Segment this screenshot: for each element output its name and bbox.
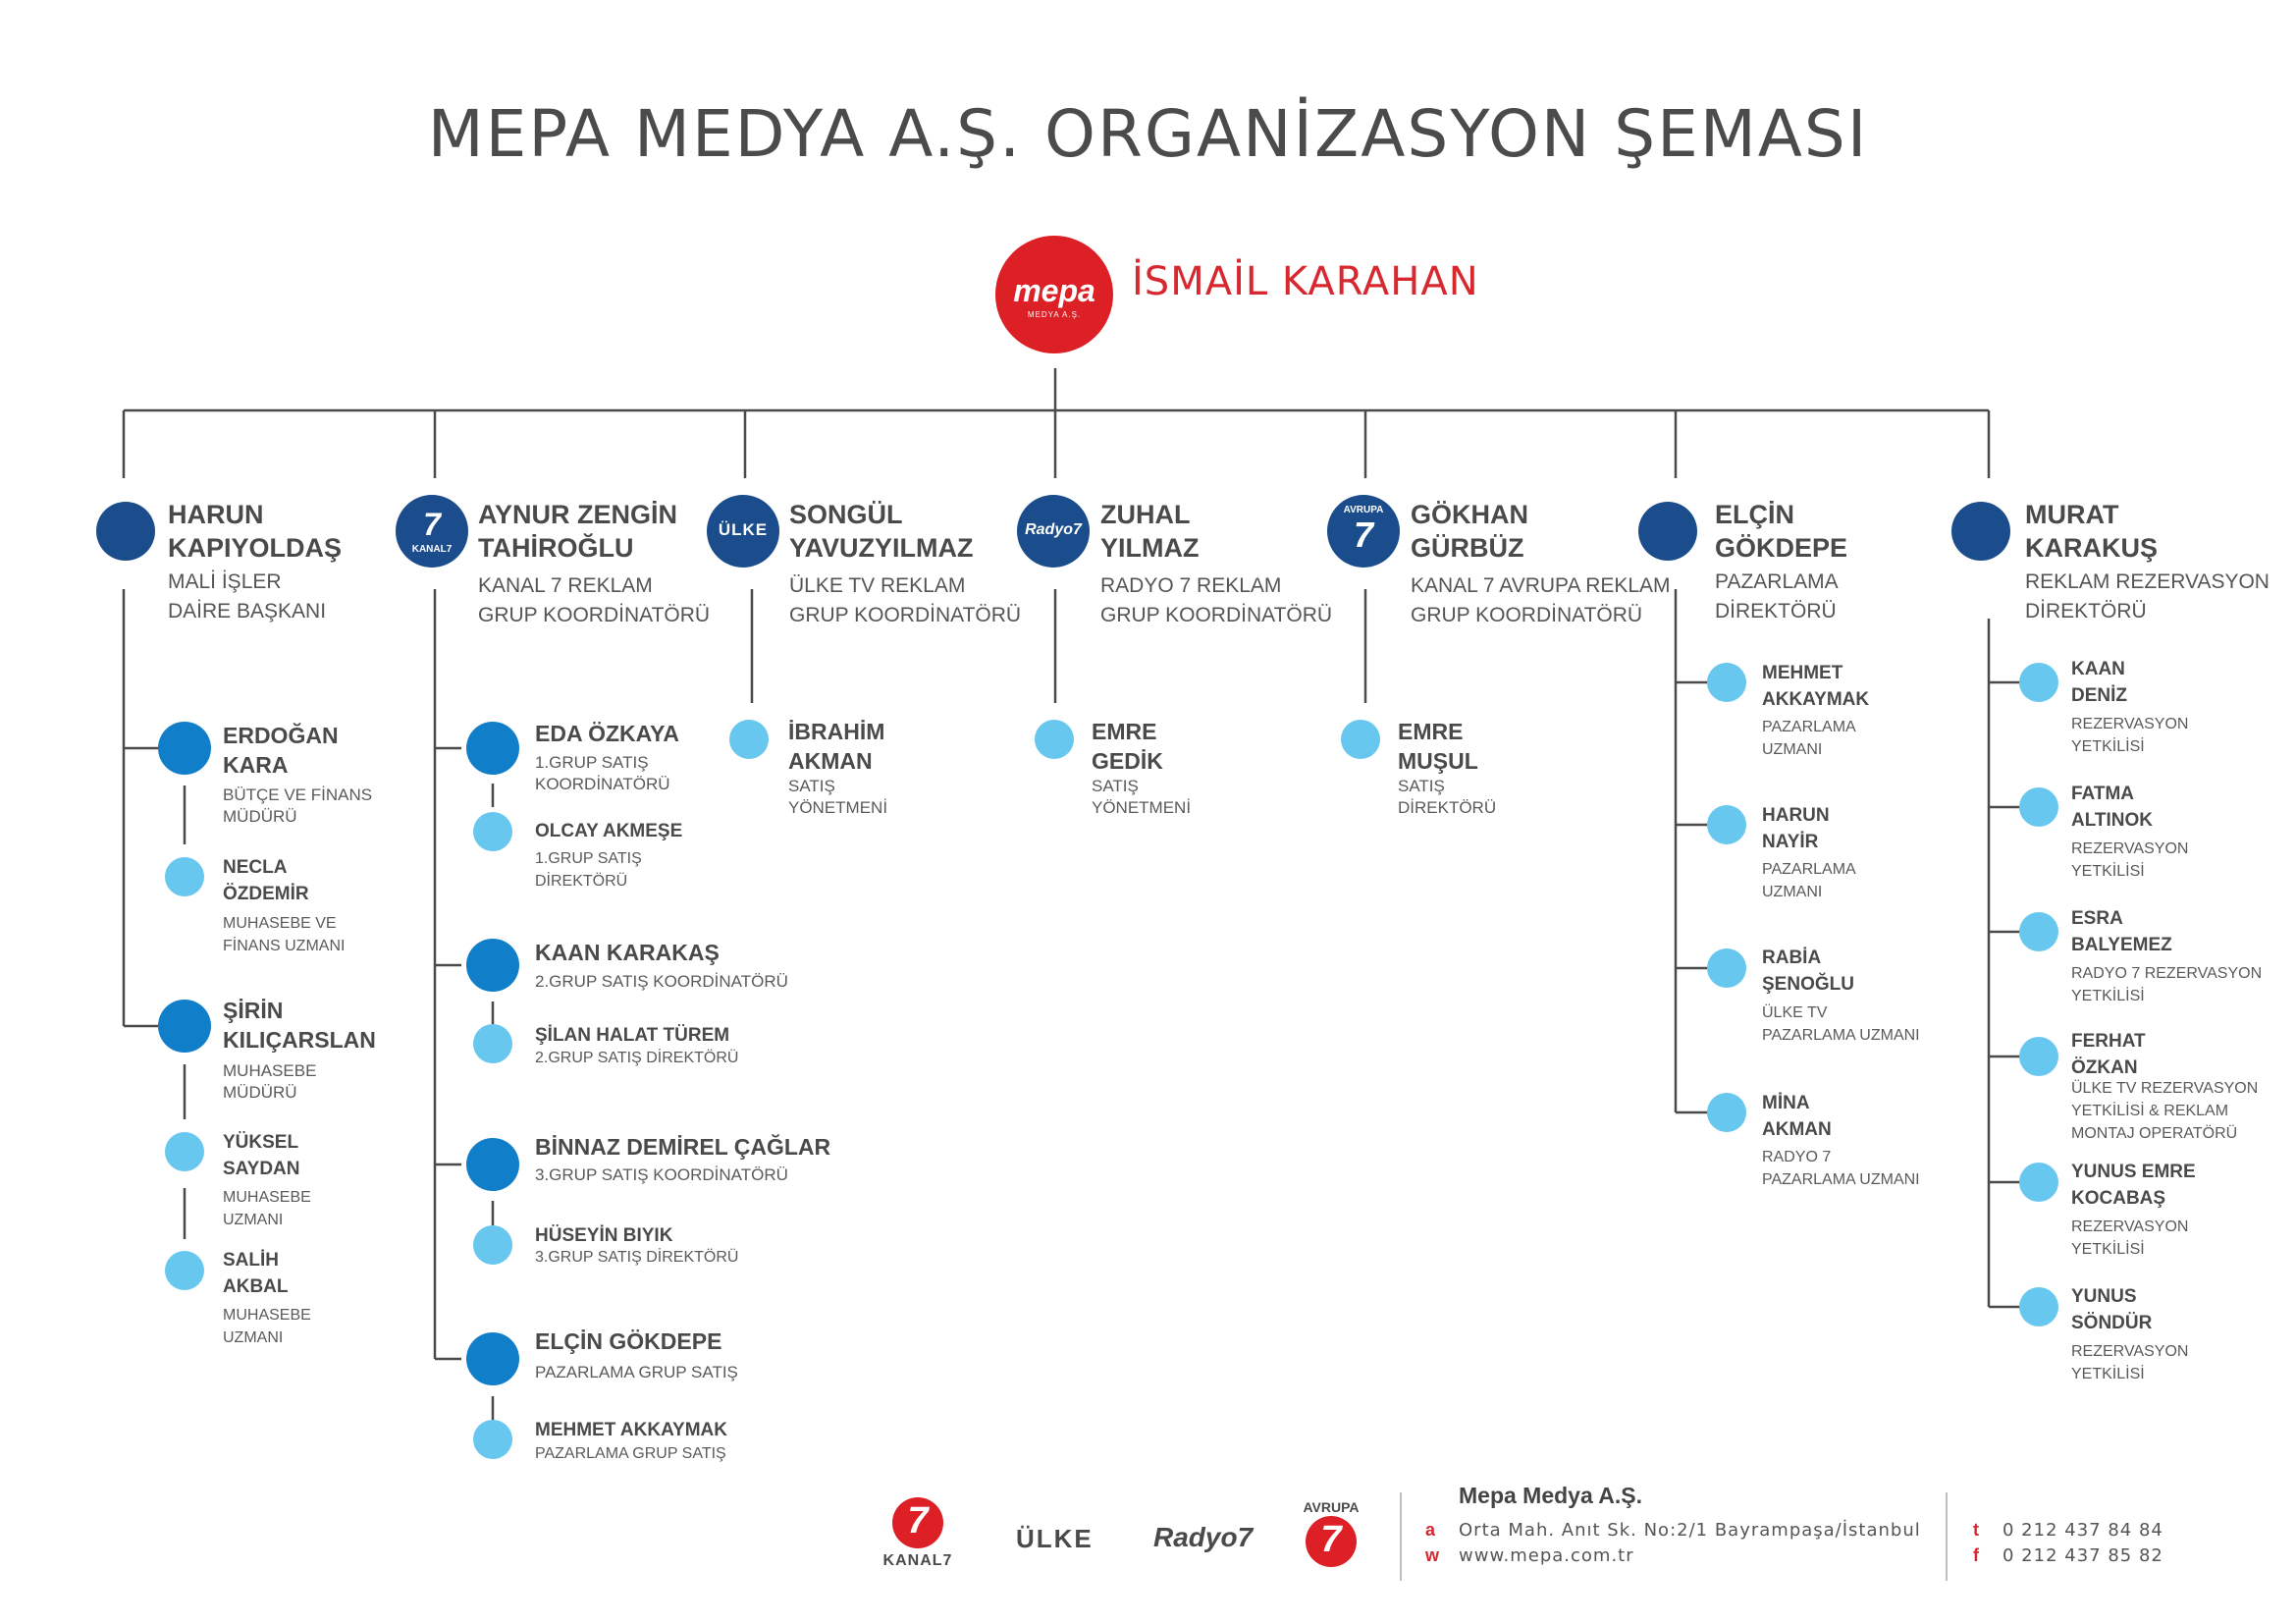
person-role: MUHASEBE MÜDÜRÜ — [223, 1061, 317, 1102]
person-circle — [473, 812, 512, 851]
avrupa-badge-label: AVRUPA — [1343, 505, 1384, 515]
person-role: REZERVASYON YETKİLİSİ — [2071, 840, 2189, 880]
person-circle — [1707, 1093, 1746, 1132]
person-circle — [1707, 948, 1746, 988]
person-role: 1.GRUP SATIŞ KOORDİNATÖRÜ — [535, 753, 670, 793]
person-role: RADYO 7 REZERVASYON YETKİLİSİ — [2071, 965, 2263, 1004]
person-name: EMRE GEDİK — [1092, 719, 1163, 774]
person-name: MEHMET AKKAYMAK — [535, 1420, 727, 1440]
person-name: EMRE MUŞUL — [1398, 719, 1478, 774]
person-circle — [473, 1225, 512, 1265]
mepa-logo-text: mepa — [1013, 273, 1095, 308]
person-circle — [473, 1024, 512, 1063]
person-circle — [1707, 805, 1746, 844]
person-circle — [158, 1000, 211, 1053]
person-circle — [1341, 720, 1380, 759]
ulke-badge-icon — [707, 495, 779, 568]
department-head-circle — [1951, 502, 2010, 561]
person-role: 2.GRUP SATIŞ DİREKTÖRÜ — [535, 1050, 739, 1066]
kanal7-badge-icon — [396, 495, 468, 568]
person-name: FERHAT ÖZKAN — [2071, 1031, 2146, 1078]
mepa-logo — [995, 236, 1113, 353]
page-title: MEPA MEDYA A.Ş. ORGANİZASYON ŞEMASI — [427, 96, 1869, 172]
person-role: 3.GRUP SATIŞ DİREKTÖRÜ — [535, 1249, 739, 1266]
kanal7-red-icon — [892, 1497, 943, 1548]
person-role: MUHASEBE UZMANI — [223, 1307, 311, 1346]
footer-phone: 0 212 437 84 84 — [2002, 1520, 2163, 1541]
department-head-role: KANAL 7 AVRUPA REKLAM GRUP KOORDİNATÖRÜ — [1411, 574, 1671, 626]
person-role: REZERVASYON YETKİLİSİ — [2071, 1218, 2189, 1258]
person-circle — [466, 1332, 519, 1385]
person-role: 3.GRUP SATIŞ KOORDİNATÖRÜ — [535, 1165, 788, 1184]
person-name: YÜKSEL SAYDAN — [223, 1132, 300, 1179]
person-circle — [466, 1138, 519, 1191]
footer-phone-key: t — [1973, 1520, 1979, 1540]
person-name: HÜSEYİN BIYIK — [535, 1225, 673, 1246]
avrupa-red-icon — [1306, 1516, 1357, 1567]
person-circle — [2019, 787, 2058, 827]
person-circle — [165, 857, 204, 896]
footer-address-key: a — [1425, 1520, 1436, 1540]
department-head-role: MALİ İŞLER DAİRE BAŞKANI — [168, 570, 327, 623]
person-circle — [2019, 1287, 2058, 1326]
person-name: EDA ÖZKAYA — [535, 721, 679, 746]
person-role: SATIŞ DİREKTÖRÜ — [1398, 777, 1497, 817]
person-name: SALİH AKBAL — [223, 1250, 289, 1297]
kanal7-footer-label: KANAL7 — [882, 1552, 953, 1569]
person-role: SATIŞ YÖNETMENİ — [788, 777, 888, 817]
avrupa-seven-glyph: 7 — [1320, 1519, 1342, 1560]
person-name: YUNUS SÖNDÜR — [2071, 1286, 2153, 1333]
person-circle — [158, 722, 211, 775]
person-name: RABİA ŞENOĞLU — [1762, 947, 1854, 995]
department-head-name: AYNUR ZENGİN TAHİROĞLU — [478, 500, 678, 563]
person-circle — [466, 939, 519, 992]
department-head-name: ELÇİN GÖKDEPE — [1715, 500, 1848, 563]
department-head-role: KANAL 7 REKLAM GRUP KOORDİNATÖRÜ — [478, 574, 711, 626]
person-name: ŞİRİN KILIÇARSLAN — [223, 998, 376, 1053]
person-role: REZERVASYON YETKİLİSİ — [2071, 1343, 2189, 1382]
avrupa-badge-seven: 7 — [1353, 514, 1374, 555]
person-name: MİNA AKMAN — [1762, 1093, 1832, 1140]
radyo7-badge-icon — [1017, 495, 1090, 568]
department-head-role: ÜLKE TV REKLAM GRUP KOORDİNATÖRÜ — [789, 574, 1022, 626]
footer-company-name: Mepa Medya A.Ş. — [1459, 1483, 1643, 1508]
person-role: 1.GRUP SATIŞ DİREKTÖRÜ — [535, 850, 642, 890]
person-circle — [2019, 663, 2058, 702]
department-head-name: SONGÜL YAVUZYILMAZ — [789, 500, 974, 563]
avrupa-footer-label: AVRUPA — [1303, 1499, 1360, 1515]
department-head-role: RADYO 7 REKLAM GRUP KOORDİNATÖRÜ — [1100, 574, 1333, 626]
person-name: OLCAY AKMEŞE — [535, 821, 683, 841]
department-head-circle — [96, 502, 155, 561]
person-name: ERDOĞAN KARA — [223, 723, 339, 778]
person-role: ÜLKE TV REZERVASYON YETKİLİSİ & REKLAM MONTAJ OPERATÖRÜ — [2071, 1080, 2259, 1142]
person-name: MEHMET AKKAYMAK — [1762, 663, 1870, 710]
person-circle — [466, 722, 519, 775]
avrupa-footer-logo — [1298, 1499, 1364, 1570]
person-role: BÜTÇE VE FİNANS MÜDÜRÜ — [223, 785, 373, 826]
person-role: RADYO 7 PAZARLAMA UZMANI — [1762, 1149, 1920, 1188]
person-name: FATMA ALTINOK — [2071, 784, 2154, 831]
person-name: BİNNAZ DEMİREL ÇAĞLAR — [535, 1134, 831, 1160]
person-name: HARUN NAYİR — [1762, 805, 1830, 852]
kanal7-footer-logo — [879, 1497, 957, 1576]
department-head-name: HARUN KAPIYOLDAŞ — [168, 500, 343, 563]
person-name: İBRAHİM AKMAN — [788, 719, 885, 774]
person-circle — [2019, 1163, 2058, 1202]
person-circle — [1035, 720, 1074, 759]
footer-fax-key: f — [1973, 1545, 1979, 1565]
person-role: MUHASEBE VE FİNANS UZMANI — [223, 915, 346, 954]
radyo7-footer-logo: Radyo7 — [1153, 1522, 1254, 1552]
ceo-name: İSMAİL KARAHAN — [1132, 259, 1479, 304]
footer-web-link[interactable]: www.mepa.com.tr — [1459, 1545, 1634, 1566]
person-name: NECLA ÖZDEMİR — [223, 857, 309, 904]
person-role: MUHASEBE UZMANI — [223, 1189, 311, 1228]
person-name: ESRA BALYEMEZ — [2071, 908, 2172, 955]
person-name: ELÇİN GÖKDEPE — [535, 1328, 722, 1354]
department-head-circle — [1638, 502, 1697, 561]
person-role: SATIŞ YÖNETMENİ — [1092, 777, 1192, 817]
person-role: PAZARLAMA GRUP SATIŞ — [535, 1363, 738, 1381]
department-head-name: ZUHAL YILMAZ — [1100, 500, 1200, 563]
person-role: PAZARLAMA UZMANI — [1762, 861, 1856, 900]
kanal7-badge-seven: 7 — [423, 507, 441, 542]
person-circle — [1707, 663, 1746, 702]
person-circle — [2019, 912, 2058, 951]
radyo7-badge-label: Radyo7 — [1025, 521, 1082, 538]
mepa-logo-sub: MEDYA A.Ş. — [1027, 310, 1082, 319]
footer-fax: 0 212 437 85 82 — [2002, 1545, 2163, 1566]
department-head-role: REKLAM REZERVASYON DİREKTÖRÜ — [2025, 570, 2269, 623]
footer-web-key: w — [1425, 1545, 1440, 1565]
person-circle — [165, 1251, 204, 1290]
department-head-role: PAZARLAMA DİREKTÖRÜ — [1715, 570, 1839, 623]
person-role: PAZARLAMA GRUP SATIŞ — [535, 1445, 726, 1462]
ulke-footer-logo: ÜLKE — [1016, 1524, 1094, 1553]
person-role: ÜLKE TV PAZARLAMA UZMANI — [1762, 1004, 1920, 1044]
kanal7-badge-label: KANAL7 — [411, 544, 453, 555]
person-circle — [473, 1420, 512, 1459]
person-role: PAZARLAMA UZMANI — [1762, 719, 1856, 758]
person-role: REZERVASYON YETKİLİSİ — [2071, 716, 2189, 755]
person-role: 2.GRUP SATIŞ KOORDİNATÖRÜ — [535, 972, 788, 991]
person-name: KAAN KARAKAŞ — [535, 940, 720, 965]
person-name: ŞİLAN HALAT TÜREM — [535, 1025, 730, 1046]
avrupa-badge-icon — [1327, 495, 1400, 568]
person-name: KAAN DENİZ — [2071, 659, 2127, 706]
department-head-name: GÖKHAN GÜRBÜZ — [1411, 500, 1528, 563]
person-circle — [729, 720, 769, 759]
person-circle — [2019, 1037, 2058, 1076]
department-head-name: MURAT KARAKUŞ — [2025, 500, 2158, 563]
footer-address: Orta Mah. Anıt Sk. No:2/1 Bayrampaşa/İstanbul — [1459, 1520, 1921, 1541]
ulke-badge-label: ÜLKE — [718, 520, 769, 539]
person-circle — [165, 1132, 204, 1171]
person-name: YUNUS EMRE KOCABAŞ — [2071, 1162, 2196, 1209]
kanal7-seven-glyph: 7 — [907, 1500, 929, 1542]
